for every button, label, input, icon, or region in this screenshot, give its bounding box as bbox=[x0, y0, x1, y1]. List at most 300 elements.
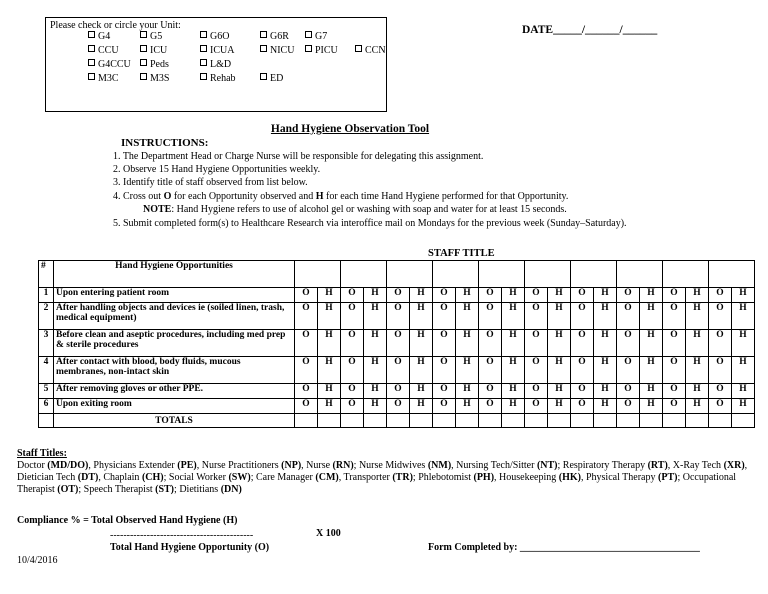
instruction-text: 4. Cross out bbox=[113, 191, 164, 202]
hygiene-h-cell[interactable]: H bbox=[548, 303, 571, 330]
hygiene-h-cell[interactable]: H bbox=[364, 288, 387, 303]
unit-label: ICUA bbox=[210, 45, 235, 56]
total-cell[interactable] bbox=[502, 414, 525, 428]
hygiene-h-cell[interactable]: H bbox=[502, 303, 525, 330]
unit-option[interactable] bbox=[200, 59, 231, 70]
table-row bbox=[39, 330, 755, 357]
checkbox-icon[interactable] bbox=[260, 31, 267, 38]
staff-title-cell[interactable] bbox=[548, 261, 571, 288]
date-field[interactable]: DATE_____/______/______ bbox=[522, 24, 658, 36]
unit-label: PICU bbox=[315, 45, 338, 56]
opportunity-o-cell[interactable]: O bbox=[341, 288, 364, 303]
opportunity-o-cell[interactable]: O bbox=[571, 303, 594, 330]
table-row bbox=[39, 399, 755, 414]
staff-title-name: Dietitians bbox=[179, 484, 221, 495]
opportunity-o-cell[interactable]: O bbox=[433, 330, 456, 357]
staff-title-name: Social Worker bbox=[168, 472, 229, 483]
staff-title-cell[interactable] bbox=[617, 261, 640, 288]
unit-option[interactable] bbox=[305, 45, 338, 56]
staff-title-code: (RN) bbox=[332, 460, 354, 471]
checkbox-icon[interactable] bbox=[88, 31, 95, 38]
total-cell[interactable] bbox=[617, 414, 640, 428]
opportunity-o-cell[interactable]: O bbox=[295, 330, 318, 357]
total-cell[interactable] bbox=[387, 414, 410, 428]
total-cell[interactable] bbox=[709, 414, 732, 428]
checkbox-icon[interactable] bbox=[200, 31, 207, 38]
opportunity-o-cell[interactable]: O bbox=[433, 399, 456, 414]
total-cell[interactable] bbox=[732, 414, 755, 428]
staff-title-name: Physical Therapy bbox=[585, 472, 658, 483]
hygiene-h-cell[interactable]: H bbox=[364, 330, 387, 357]
hygiene-h-cell[interactable]: H bbox=[318, 357, 341, 384]
staff-title-code: (NT) bbox=[536, 460, 558, 471]
unit-option[interactable] bbox=[305, 31, 327, 42]
opportunity-o-cell[interactable]: O bbox=[525, 330, 548, 357]
checkbox-icon[interactable] bbox=[140, 59, 147, 66]
staff-title-separator: , bbox=[196, 460, 202, 471]
staff-title-cell[interactable] bbox=[456, 261, 479, 288]
opportunity-label: After contact with blood, body fluids, mucous membranes, non-intact skin bbox=[54, 357, 295, 384]
opportunity-o-cell[interactable]: O bbox=[663, 357, 686, 384]
total-cell[interactable] bbox=[295, 414, 318, 428]
col-number-header: # bbox=[39, 261, 54, 288]
staff-title-separator: , bbox=[338, 472, 344, 483]
hygiene-h-cell[interactable]: H bbox=[640, 288, 663, 303]
hygiene-h-cell[interactable]: H bbox=[686, 330, 709, 357]
staff-title-name: Care Manager bbox=[255, 472, 316, 483]
hygiene-h-cell[interactable]: H bbox=[548, 288, 571, 303]
opportunity-o-cell[interactable]: O bbox=[525, 357, 548, 384]
opportunity-o-cell[interactable]: O bbox=[387, 384, 410, 399]
total-cell[interactable] bbox=[594, 414, 617, 428]
opportunity-o-cell[interactable]: O bbox=[295, 288, 318, 303]
hygiene-h-cell[interactable]: H bbox=[318, 288, 341, 303]
hygiene-h-cell[interactable]: H bbox=[686, 288, 709, 303]
hygiene-h-cell[interactable]: H bbox=[640, 357, 663, 384]
hygiene-h-cell[interactable]: H bbox=[732, 288, 755, 303]
total-cell[interactable] bbox=[548, 414, 571, 428]
unit-label: Peds bbox=[150, 59, 169, 70]
staff-title-separator: ; bbox=[78, 484, 84, 495]
staff-title-entry bbox=[17, 460, 93, 471]
staff-title-entry bbox=[418, 472, 499, 483]
unit-label: G4 bbox=[98, 31, 111, 42]
staff-title-name: Speech Therapist bbox=[83, 484, 156, 495]
hygiene-h-cell[interactable]: H bbox=[456, 384, 479, 399]
staff-title-separator: , bbox=[301, 460, 307, 471]
hygiene-h-cell[interactable]: H bbox=[594, 303, 617, 330]
staff-title-code: (PH) bbox=[473, 472, 495, 483]
opportunity-label: Upon entering patient room bbox=[54, 288, 295, 303]
unit-option[interactable] bbox=[140, 31, 162, 42]
hygiene-h-cell[interactable]: H bbox=[686, 303, 709, 330]
hygiene-h-cell[interactable]: H bbox=[456, 357, 479, 384]
col-opportunities-header: Hand Hygiene Opportunities bbox=[54, 261, 295, 288]
unit-option[interactable] bbox=[88, 59, 131, 70]
hygiene-h-cell[interactable]: H bbox=[732, 330, 755, 357]
unit-option[interactable] bbox=[200, 31, 229, 42]
form-completed-by-field[interactable]: Form Completed by: ____________________________________ bbox=[428, 542, 700, 553]
unit-label: M3C bbox=[98, 73, 119, 84]
opportunity-o-cell[interactable]: O bbox=[479, 357, 502, 384]
note-label: NOTE bbox=[143, 204, 172, 215]
opportunity-o-cell[interactable]: O bbox=[571, 384, 594, 399]
table-row bbox=[39, 288, 755, 303]
staff-title-name: Nurse bbox=[306, 460, 333, 471]
staff-title-name: Physicians Extender bbox=[93, 460, 178, 471]
unit-row bbox=[50, 45, 386, 59]
opportunity-o-cell[interactable]: O bbox=[617, 357, 640, 384]
opportunity-o-cell[interactable]: O bbox=[571, 330, 594, 357]
totals-row bbox=[39, 414, 755, 428]
checkbox-icon[interactable] bbox=[200, 73, 207, 80]
unit-selection-box bbox=[45, 17, 387, 112]
staff-title-entry bbox=[359, 460, 456, 471]
staff-title-entry bbox=[673, 460, 747, 471]
opportunity-o-cell[interactable]: O bbox=[617, 288, 640, 303]
staff-title-separator: ; bbox=[557, 460, 563, 471]
staff-title-entry bbox=[344, 472, 419, 483]
checkbox-icon[interactable] bbox=[200, 59, 207, 66]
opportunity-o-cell[interactable]: O bbox=[525, 303, 548, 330]
opportunity-o-cell[interactable]: O bbox=[295, 303, 318, 330]
compliance-denominator: Total Hand Hygiene Opportunity (O) bbox=[110, 542, 270, 553]
opportunity-o-cell[interactable]: O bbox=[387, 330, 410, 357]
unit-label: CCU bbox=[98, 45, 119, 56]
fraction-line: ------------------------------------------- bbox=[110, 530, 254, 541]
staff-title-name: Phlebotomist bbox=[418, 472, 474, 483]
opportunity-o-cell[interactable]: O bbox=[387, 357, 410, 384]
staff-title-cell[interactable] bbox=[479, 261, 502, 288]
staff-title-code: (NM) bbox=[427, 460, 452, 471]
unit-option[interactable] bbox=[260, 45, 294, 56]
row-number: 2 bbox=[39, 303, 54, 330]
staff-title-cell[interactable] bbox=[525, 261, 548, 288]
staff-title-separator: ; bbox=[677, 472, 683, 483]
checkbox-icon[interactable] bbox=[200, 45, 207, 52]
staff-title-entry bbox=[84, 484, 180, 495]
checkbox-icon[interactable] bbox=[260, 45, 267, 52]
staff-title-code: (DN) bbox=[220, 484, 242, 495]
hygiene-h-cell[interactable]: H bbox=[594, 384, 617, 399]
staff-title-name: Nurse Practitioners bbox=[201, 460, 282, 471]
total-cell[interactable] bbox=[479, 414, 502, 428]
hygiene-h-cell[interactable]: H bbox=[732, 303, 755, 330]
staff-title-cell[interactable] bbox=[433, 261, 456, 288]
staff-title-separator: , bbox=[580, 472, 586, 483]
hygiene-h-cell[interactable]: H bbox=[364, 399, 387, 414]
hygiene-h-cell[interactable]: H bbox=[364, 357, 387, 384]
hygiene-h-cell[interactable]: H bbox=[548, 357, 571, 384]
checkbox-icon[interactable] bbox=[140, 45, 147, 52]
unit-label: ICU bbox=[150, 45, 168, 56]
hygiene-h-cell[interactable]: H bbox=[318, 399, 341, 414]
hygiene-h-cell[interactable]: H bbox=[318, 303, 341, 330]
unit-label: NICU bbox=[270, 45, 295, 56]
staff-title-code: (TR) bbox=[392, 472, 413, 483]
hygiene-h-cell[interactable]: H bbox=[456, 399, 479, 414]
opportunity-o-cell[interactable]: O bbox=[617, 303, 640, 330]
row-number: 1 bbox=[39, 288, 54, 303]
staff-title-code: (NP) bbox=[281, 460, 302, 471]
opportunity-o-cell[interactable]: O bbox=[433, 384, 456, 399]
hygiene-h-cell[interactable]: H bbox=[594, 399, 617, 414]
total-cell[interactable] bbox=[456, 414, 479, 428]
hygiene-h-cell[interactable]: H bbox=[502, 357, 525, 384]
staff-title-name: Occupational Therapist bbox=[17, 472, 737, 495]
staff-title-cell[interactable] bbox=[318, 261, 341, 288]
table-row bbox=[39, 303, 755, 330]
unit-option[interactable] bbox=[88, 73, 119, 84]
staff-title-separator: ; bbox=[412, 472, 419, 483]
hygiene-h-cell[interactable]: H bbox=[364, 384, 387, 399]
staff-titles-list bbox=[17, 460, 747, 495]
hygiene-h-cell[interactable]: H bbox=[410, 384, 433, 399]
staff-title-cell[interactable] bbox=[387, 261, 410, 288]
hygiene-h-cell[interactable]: H bbox=[502, 384, 525, 399]
total-cell[interactable] bbox=[640, 414, 663, 428]
staff-title-cell[interactable] bbox=[410, 261, 433, 288]
hygiene-h-cell[interactable]: H bbox=[456, 288, 479, 303]
opportunity-o-cell[interactable]: O bbox=[387, 399, 410, 414]
staff-title-cell[interactable] bbox=[732, 261, 755, 288]
opportunity-o-cell[interactable]: O bbox=[709, 399, 732, 414]
row-number: 4 bbox=[39, 357, 54, 384]
opportunity-o-cell[interactable]: O bbox=[663, 330, 686, 357]
staff-title-separator: , bbox=[494, 472, 500, 483]
unit-label: G7 bbox=[315, 31, 328, 42]
unit-option[interactable] bbox=[200, 73, 236, 84]
opportunity-o-cell[interactable]: O bbox=[341, 384, 364, 399]
unit-option[interactable] bbox=[260, 73, 283, 84]
hygiene-h-cell[interactable]: H bbox=[732, 399, 755, 414]
hygiene-h-cell[interactable]: H bbox=[640, 399, 663, 414]
opportunity-o-cell[interactable]: O bbox=[663, 288, 686, 303]
opportunity-o-cell[interactable]: O bbox=[387, 303, 410, 330]
note-text: : Hand Hygiene refers to use of alcohol gel or washing with soap and water for at least 15 seconds. bbox=[171, 204, 567, 215]
hygiene-h-cell[interactable]: H bbox=[410, 288, 433, 303]
hygiene-h-cell[interactable]: H bbox=[364, 303, 387, 330]
staff-title-cell[interactable] bbox=[594, 261, 617, 288]
total-cell[interactable] bbox=[433, 414, 456, 428]
opportunity-o-cell[interactable]: O bbox=[617, 384, 640, 399]
staff-title-cell[interactable] bbox=[364, 261, 387, 288]
staff-title-separator: , bbox=[88, 460, 94, 471]
hygiene-h-cell[interactable]: H bbox=[548, 330, 571, 357]
checkbox-icon[interactable] bbox=[305, 45, 312, 52]
opportunity-o-cell[interactable]: O bbox=[571, 288, 594, 303]
unit-option[interactable] bbox=[355, 45, 386, 56]
hygiene-h-cell[interactable]: H bbox=[686, 357, 709, 384]
total-cell[interactable] bbox=[525, 414, 548, 428]
opportunity-o-cell[interactable]: O bbox=[433, 357, 456, 384]
hygiene-h-cell[interactable]: H bbox=[732, 357, 755, 384]
opportunity-o-cell[interactable]: O bbox=[525, 384, 548, 399]
unit-option[interactable] bbox=[140, 73, 169, 84]
hygiene-h-cell[interactable]: H bbox=[594, 357, 617, 384]
opportunity-o-cell[interactable]: O bbox=[479, 330, 502, 357]
staff-titles-legend bbox=[17, 448, 757, 496]
hygiene-h-cell[interactable]: H bbox=[318, 330, 341, 357]
opportunity-label: Before clean and aseptic procedures, including med prep & sterile procedures bbox=[54, 330, 295, 357]
unit-option[interactable] bbox=[88, 31, 110, 42]
unit-label: L&D bbox=[210, 59, 232, 70]
opportunity-o-cell[interactable]: O bbox=[709, 357, 732, 384]
hygiene-h-cell[interactable]: H bbox=[410, 330, 433, 357]
opportunity-o-cell[interactable]: O bbox=[709, 288, 732, 303]
staff-title-name: Nursing Tech/Sitter bbox=[456, 460, 537, 471]
checkbox-icon[interactable] bbox=[305, 31, 312, 38]
total-cell[interactable] bbox=[663, 414, 686, 428]
staff-title-name: X-Ray Tech bbox=[672, 460, 724, 471]
unit-label: M3S bbox=[150, 73, 170, 84]
form-title: Hand Hygiene Observation Tool bbox=[270, 123, 430, 135]
checkbox-icon[interactable] bbox=[88, 73, 95, 80]
document-date: 10/4/2016 bbox=[17, 555, 58, 566]
totals-empty-cell bbox=[39, 414, 54, 428]
hygiene-h-cell[interactable]: H bbox=[732, 384, 755, 399]
staff-title-entry bbox=[456, 460, 563, 471]
total-cell[interactable] bbox=[341, 414, 364, 428]
total-cell[interactable] bbox=[364, 414, 387, 428]
checkbox-icon[interactable] bbox=[355, 45, 362, 52]
staff-title-entry bbox=[499, 472, 586, 483]
opportunity-o-cell[interactable]: O bbox=[709, 303, 732, 330]
hygiene-h-cell[interactable]: H bbox=[456, 303, 479, 330]
opportunity-o-cell[interactable]: O bbox=[341, 330, 364, 357]
opportunity-o-cell[interactable]: O bbox=[341, 303, 364, 330]
staff-title-cell[interactable] bbox=[640, 261, 663, 288]
unit-row bbox=[50, 31, 382, 45]
unit-label: G6R bbox=[270, 31, 289, 42]
opportunity-o-cell[interactable]: O bbox=[663, 303, 686, 330]
instruction-text: for each Opportunity observed and bbox=[171, 191, 316, 202]
opportunity-o-cell[interactable]: O bbox=[709, 384, 732, 399]
opportunity-o-cell[interactable]: O bbox=[341, 357, 364, 384]
hygiene-h-cell[interactable]: H bbox=[410, 357, 433, 384]
staff-titles-heading: Staff Titles: bbox=[17, 448, 67, 459]
staff-title-cell[interactable] bbox=[341, 261, 364, 288]
opportunity-o-cell[interactable]: O bbox=[709, 330, 732, 357]
unit-label: G4CCU bbox=[98, 59, 131, 70]
hygiene-h-cell[interactable]: H bbox=[686, 384, 709, 399]
staff-title-separator: ; bbox=[250, 472, 256, 483]
opportunity-o-cell[interactable]: O bbox=[341, 399, 364, 414]
total-cell[interactable] bbox=[318, 414, 341, 428]
instruction-text: for each time Hand Hygiene performed for that Opportunity. bbox=[323, 191, 569, 202]
staff-title-code: (RT) bbox=[647, 460, 668, 471]
staff-title-code: (MD/DO) bbox=[47, 460, 89, 471]
opportunity-o-cell[interactable]: O bbox=[663, 384, 686, 399]
opportunity-o-cell[interactable]: O bbox=[295, 357, 318, 384]
total-cell[interactable] bbox=[686, 414, 709, 428]
opportunity-o-cell[interactable]: O bbox=[433, 288, 456, 303]
staff-title-name: Chaplain bbox=[103, 472, 142, 483]
opportunity-o-cell[interactable]: O bbox=[663, 399, 686, 414]
hygiene-h-cell[interactable]: H bbox=[456, 330, 479, 357]
opportunity-label: Upon exiting room bbox=[54, 399, 295, 414]
opportunity-o-cell[interactable]: O bbox=[525, 399, 548, 414]
opportunity-o-cell[interactable]: O bbox=[571, 399, 594, 414]
checkbox-icon[interactable] bbox=[88, 45, 95, 52]
hygiene-h-cell[interactable]: H bbox=[594, 330, 617, 357]
hygiene-h-cell[interactable]: H bbox=[640, 330, 663, 357]
hygiene-h-cell[interactable]: H bbox=[548, 399, 571, 414]
total-cell[interactable] bbox=[410, 414, 433, 428]
opportunity-o-cell[interactable]: O bbox=[479, 303, 502, 330]
opportunity-o-cell[interactable]: O bbox=[295, 384, 318, 399]
staff-title-cell[interactable] bbox=[571, 261, 594, 288]
row-number: 5 bbox=[39, 384, 54, 399]
staff-title-cell[interactable] bbox=[502, 261, 525, 288]
hygiene-h-cell[interactable]: H bbox=[410, 399, 433, 414]
instructions-heading: INSTRUCTIONS: bbox=[121, 137, 209, 149]
unit-option[interactable] bbox=[200, 45, 234, 56]
opportunity-o-cell[interactable]: O bbox=[617, 399, 640, 414]
staff-title-name: Housekeeping bbox=[499, 472, 559, 483]
checkbox-icon[interactable] bbox=[140, 73, 147, 80]
opportunity-o-cell[interactable]: O bbox=[479, 399, 502, 414]
unit-option[interactable] bbox=[260, 31, 289, 42]
total-cell[interactable] bbox=[571, 414, 594, 428]
staff-title-code: (CH) bbox=[141, 472, 164, 483]
hygiene-h-cell[interactable]: H bbox=[640, 303, 663, 330]
hygiene-h-cell[interactable]: H bbox=[410, 303, 433, 330]
table-row bbox=[39, 357, 755, 384]
opportunity-o-cell[interactable]: O bbox=[525, 288, 548, 303]
unit-prompt: Please check or circle your Unit: bbox=[50, 20, 181, 31]
hygiene-h-cell[interactable]: H bbox=[640, 384, 663, 399]
unit-row bbox=[50, 59, 382, 73]
checkbox-icon[interactable] bbox=[260, 73, 267, 80]
opportunity-o-cell[interactable]: O bbox=[479, 384, 502, 399]
staff-title-cell[interactable] bbox=[686, 261, 709, 288]
unit-option[interactable] bbox=[140, 59, 169, 70]
unit-option[interactable] bbox=[88, 45, 119, 56]
staff-title-entry bbox=[103, 472, 169, 483]
hygiene-h-cell[interactable]: H bbox=[502, 330, 525, 357]
staff-title-cell[interactable] bbox=[295, 261, 318, 288]
staff-title-cell[interactable] bbox=[709, 261, 732, 288]
opportunity-o-cell[interactable]: O bbox=[479, 288, 502, 303]
opportunity-o-cell[interactable]: O bbox=[617, 330, 640, 357]
checkbox-icon[interactable] bbox=[88, 59, 95, 66]
opportunity-o-cell[interactable]: O bbox=[571, 357, 594, 384]
staff-title-separator: , bbox=[451, 460, 457, 471]
opportunity-o-cell[interactable]: O bbox=[387, 288, 410, 303]
hygiene-h-cell[interactable]: H bbox=[686, 399, 709, 414]
opportunity-o-cell[interactable]: O bbox=[295, 399, 318, 414]
hygiene-h-cell[interactable]: H bbox=[548, 384, 571, 399]
unit-option[interactable] bbox=[140, 45, 167, 56]
hygiene-h-cell[interactable]: H bbox=[502, 399, 525, 414]
hygiene-h-cell[interactable]: H bbox=[594, 288, 617, 303]
opportunity-o-cell[interactable]: O bbox=[433, 303, 456, 330]
staff-title-separator: , bbox=[744, 460, 748, 471]
instruction-note bbox=[143, 204, 567, 215]
staff-title-code: (PT) bbox=[658, 472, 678, 483]
staff-title-name: Respiratory Therapy bbox=[562, 460, 648, 471]
staff-title-code: (SW) bbox=[228, 472, 251, 483]
checkbox-icon[interactable] bbox=[140, 31, 147, 38]
hygiene-h-cell[interactable]: H bbox=[318, 384, 341, 399]
staff-title-name: Doctor bbox=[17, 460, 48, 471]
staff-title-entry bbox=[179, 484, 242, 495]
staff-title-cell[interactable] bbox=[663, 261, 686, 288]
staff-title-header: STAFF TITLE bbox=[428, 248, 495, 259]
staff-title-separator: , bbox=[98, 472, 104, 483]
hygiene-h-cell[interactable]: H bbox=[502, 288, 525, 303]
